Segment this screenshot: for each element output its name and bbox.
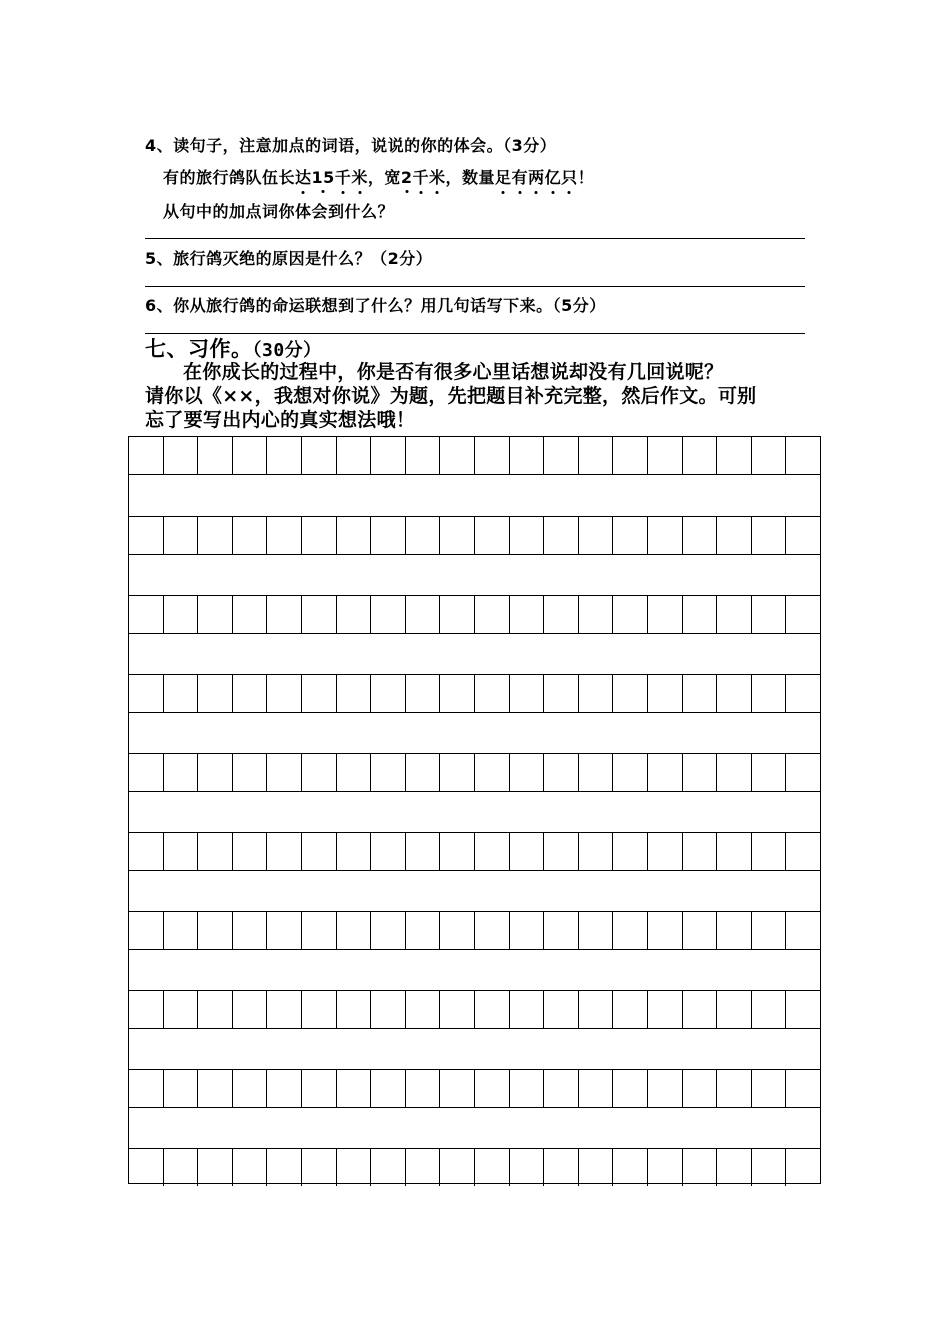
- grid-cell[interactable]: [510, 833, 545, 870]
- grid-cell[interactable]: [683, 596, 718, 633]
- grid-cell[interactable]: [510, 1149, 545, 1186]
- grid-cell[interactable]: [544, 437, 579, 474]
- grid-cell[interactable]: [475, 991, 510, 1028]
- grid-cell[interactable]: [129, 675, 164, 712]
- grid-cell[interactable]: [475, 754, 510, 791]
- grid-cell[interactable]: [752, 1149, 787, 1186]
- grid-cell[interactable]: [648, 833, 683, 870]
- grid-cell[interactable]: [233, 912, 268, 949]
- grid-cell[interactable]: [786, 675, 820, 712]
- grid-cell[interactable]: [233, 437, 268, 474]
- grid-cell[interactable]: [129, 1070, 164, 1107]
- grid-cell[interactable]: [267, 437, 302, 474]
- grid-cell[interactable]: [440, 833, 475, 870]
- grid-cell[interactable]: [371, 912, 406, 949]
- grid-cell[interactable]: [164, 596, 199, 633]
- answer-line-5[interactable]: [145, 286, 805, 287]
- grid-cell[interactable]: [510, 991, 545, 1028]
- grid-cell[interactable]: [579, 1149, 614, 1186]
- grid-row: [129, 753, 820, 792]
- grid-cell[interactable]: [371, 675, 406, 712]
- grid-cell[interactable]: [613, 1149, 648, 1186]
- grid-cell[interactable]: [717, 912, 752, 949]
- grid-cell[interactable]: [613, 675, 648, 712]
- grid-cell[interactable]: [406, 437, 441, 474]
- grid-cell[interactable]: [613, 517, 648, 554]
- grid-cell[interactable]: [337, 1149, 372, 1186]
- grid-cell[interactable]: [510, 912, 545, 949]
- question-6-prompt: 6、你从旅行鸽的命运联想到了什么？用几句话写下来。（5分）: [145, 296, 606, 315]
- grid-cell[interactable]: [371, 1070, 406, 1107]
- grid-cell[interactable]: [198, 1149, 233, 1186]
- grid-cell[interactable]: [164, 833, 199, 870]
- grid-row: [129, 1148, 820, 1186]
- grid-cell[interactable]: [302, 1149, 337, 1186]
- grid-cell[interactable]: [267, 1070, 302, 1107]
- essay-instructions-line-2: 请你以《××，我想对你说》为题，先把题目补充完整，然后作文。可别: [145, 385, 757, 407]
- grid-cell[interactable]: [579, 991, 614, 1028]
- grid-cell[interactable]: [371, 991, 406, 1028]
- grid-cell[interactable]: [337, 754, 372, 791]
- grid-cell[interactable]: [544, 991, 579, 1028]
- grid-cell[interactable]: [267, 833, 302, 870]
- grid-cell[interactable]: [233, 596, 268, 633]
- grid-cell[interactable]: [613, 912, 648, 949]
- grid-cell[interactable]: [267, 517, 302, 554]
- grid-cell[interactable]: [613, 596, 648, 633]
- grid-cell[interactable]: [302, 912, 337, 949]
- grid-cell[interactable]: [613, 833, 648, 870]
- grid-cell[interactable]: [164, 991, 199, 1028]
- question-4-prompt: 4、读句子，注意加点的词语，说说的你的体会。（3分）: [145, 136, 557, 155]
- grid-cell[interactable]: [302, 754, 337, 791]
- grid-cell[interactable]: [198, 596, 233, 633]
- grid-cell[interactable]: [164, 754, 199, 791]
- grid-cell[interactable]: [786, 991, 820, 1028]
- grid-cell[interactable]: [648, 675, 683, 712]
- grid-cell[interactable]: [337, 675, 372, 712]
- answer-line-4[interactable]: [145, 238, 805, 239]
- writing-grid[interactable]: [128, 436, 821, 1184]
- grid-cell[interactable]: [406, 675, 441, 712]
- grid-row: [129, 832, 820, 871]
- grid-cell[interactable]: [233, 754, 268, 791]
- grid-cell[interactable]: [717, 596, 752, 633]
- grid-cell[interactable]: [613, 991, 648, 1028]
- grid-cell[interactable]: [752, 675, 787, 712]
- grid-cell[interactable]: [371, 754, 406, 791]
- grid-cell[interactable]: [579, 833, 614, 870]
- grid-cell[interactable]: [613, 1070, 648, 1107]
- grid-cell[interactable]: [579, 596, 614, 633]
- grid-cell[interactable]: [613, 754, 648, 791]
- grid-cell[interactable]: [717, 1149, 752, 1186]
- grid-cell[interactable]: [786, 517, 820, 554]
- grid-cell[interactable]: [302, 596, 337, 633]
- grid-cell[interactable]: [129, 833, 164, 870]
- grid-cell[interactable]: [683, 1070, 718, 1107]
- grid-cell[interactable]: [267, 991, 302, 1028]
- grid-cell[interactable]: [717, 991, 752, 1028]
- grid-cell[interactable]: [302, 517, 337, 554]
- grid-cell[interactable]: [406, 596, 441, 633]
- grid-cell[interactable]: [683, 675, 718, 712]
- grid-cell[interactable]: [475, 912, 510, 949]
- grid-cell[interactable]: [233, 675, 268, 712]
- grid-cell[interactable]: [475, 675, 510, 712]
- grid-cell[interactable]: [752, 1070, 787, 1107]
- grid-cell[interactable]: [129, 1149, 164, 1186]
- grid-cell[interactable]: [752, 833, 787, 870]
- grid-cell[interactable]: [544, 1070, 579, 1107]
- grid-cell[interactable]: [440, 991, 475, 1028]
- grid-cell[interactable]: [337, 596, 372, 633]
- grid-cell[interactable]: [786, 754, 820, 791]
- grid-cell[interactable]: [510, 596, 545, 633]
- grid-cell[interactable]: [406, 1149, 441, 1186]
- grid-cell[interactable]: [337, 991, 372, 1028]
- grid-cell[interactable]: [648, 754, 683, 791]
- grid-cell[interactable]: [648, 437, 683, 474]
- grid-cell[interactable]: [337, 517, 372, 554]
- grid-row: [129, 437, 820, 475]
- grid-cell[interactable]: [752, 754, 787, 791]
- grid-cell[interactable]: [302, 833, 337, 870]
- grid-cell[interactable]: [129, 517, 164, 554]
- grid-cell[interactable]: [786, 437, 820, 474]
- grid-cell[interactable]: [267, 596, 302, 633]
- essay-instructions-line-1: 在你成长的过程中，你是否有很多心里话想说却没有几回说呢？: [183, 361, 724, 383]
- grid-cell[interactable]: [786, 596, 820, 633]
- grid-cell[interactable]: [198, 991, 233, 1028]
- grid-cell[interactable]: [544, 675, 579, 712]
- grid-cell[interactable]: [475, 1149, 510, 1186]
- grid-cell[interactable]: [683, 1149, 718, 1186]
- grid-row: [129, 911, 820, 950]
- grid-cell[interactable]: [475, 1070, 510, 1107]
- grid-row: [129, 595, 820, 634]
- grid-cell[interactable]: [164, 1070, 199, 1107]
- grid-cell[interactable]: [198, 1070, 233, 1107]
- grid-cell[interactable]: [440, 912, 475, 949]
- grid-cell[interactable]: [129, 912, 164, 949]
- grid-cell[interactable]: [440, 1070, 475, 1107]
- grid-cell[interactable]: [164, 1149, 199, 1186]
- grid-cell[interactable]: [544, 1149, 579, 1186]
- grid-cell[interactable]: [579, 912, 614, 949]
- grid-cell[interactable]: [198, 833, 233, 870]
- grid-cell[interactable]: [337, 912, 372, 949]
- grid-cell[interactable]: [337, 437, 372, 474]
- grid-cell[interactable]: [648, 596, 683, 633]
- grid-cell[interactable]: [544, 596, 579, 633]
- grid-cell[interactable]: [267, 1149, 302, 1186]
- grid-cell[interactable]: [510, 437, 545, 474]
- grid-cell[interactable]: [406, 912, 441, 949]
- grid-cell[interactable]: [717, 1070, 752, 1107]
- grid-cell[interactable]: [648, 991, 683, 1028]
- grid-cell[interactable]: [648, 517, 683, 554]
- grid-cell[interactable]: [302, 437, 337, 474]
- grid-cell[interactable]: [752, 517, 787, 554]
- grid-cell[interactable]: [233, 517, 268, 554]
- grid-cell[interactable]: [440, 517, 475, 554]
- grid-cell[interactable]: [233, 991, 268, 1028]
- grid-cell[interactable]: [267, 912, 302, 949]
- grid-cell[interactable]: [371, 833, 406, 870]
- grid-cell[interactable]: [752, 991, 787, 1028]
- grid-cell[interactable]: [752, 596, 787, 633]
- grid-cell[interactable]: [475, 833, 510, 870]
- grid-cell[interactable]: [164, 437, 199, 474]
- grid-cell[interactable]: [544, 912, 579, 949]
- grid-cell[interactable]: [233, 1149, 268, 1186]
- grid-cell[interactable]: [129, 437, 164, 474]
- grid-cell[interactable]: [786, 833, 820, 870]
- grid-cell[interactable]: [717, 833, 752, 870]
- grid-cell[interactable]: [164, 912, 199, 949]
- grid-cell[interactable]: [164, 675, 199, 712]
- grid-cell[interactable]: [579, 754, 614, 791]
- grid-cell[interactable]: [717, 675, 752, 712]
- grid-cell[interactable]: [752, 912, 787, 949]
- grid-cell[interactable]: [579, 675, 614, 712]
- grid-cell[interactable]: [648, 1149, 683, 1186]
- essay-instructions-line-3: 忘了要写出内心的真实想法哦！: [145, 409, 416, 431]
- grid-cell[interactable]: [337, 833, 372, 870]
- grid-cell[interactable]: [717, 437, 752, 474]
- grid-cell[interactable]: [406, 833, 441, 870]
- grid-row: [129, 990, 820, 1029]
- grid-cell[interactable]: [579, 1070, 614, 1107]
- grid-cell[interactable]: [302, 1070, 337, 1107]
- grid-cell[interactable]: [786, 1070, 820, 1107]
- grid-cell[interactable]: [129, 596, 164, 633]
- grid-cell[interactable]: [579, 517, 614, 554]
- grid-cell[interactable]: [440, 1149, 475, 1186]
- grid-cell[interactable]: [302, 991, 337, 1028]
- grid-cell[interactable]: [440, 754, 475, 791]
- grid-cell[interactable]: [440, 437, 475, 474]
- grid-cell[interactable]: [475, 437, 510, 474]
- grid-cell[interactable]: [683, 754, 718, 791]
- grid-cell[interactable]: [683, 991, 718, 1028]
- grid-cell[interactable]: [786, 1149, 820, 1186]
- grid-row: [129, 1069, 820, 1108]
- grid-cell[interactable]: [683, 437, 718, 474]
- grid-row: [129, 516, 820, 555]
- grid-cell[interactable]: [164, 517, 199, 554]
- question-5-prompt: 5、旅行鸽灭绝的原因是什么？（2分）: [145, 249, 433, 268]
- grid-cell[interactable]: [648, 912, 683, 949]
- grid-cell[interactable]: [371, 1149, 406, 1186]
- grid-cell[interactable]: [579, 437, 614, 474]
- grid-cell[interactable]: [544, 517, 579, 554]
- grid-cell[interactable]: [406, 754, 441, 791]
- grid-cell[interactable]: [683, 833, 718, 870]
- grid-cell[interactable]: [510, 517, 545, 554]
- grid-cell[interactable]: [371, 517, 406, 554]
- grid-cell[interactable]: [198, 517, 233, 554]
- grid-cell[interactable]: [440, 596, 475, 633]
- grid-cell[interactable]: [544, 754, 579, 791]
- grid-cell[interactable]: [510, 754, 545, 791]
- grid-cell[interactable]: [717, 754, 752, 791]
- grid-cell[interactable]: [683, 517, 718, 554]
- grid-cell[interactable]: [648, 1070, 683, 1107]
- grid-cell[interactable]: [752, 437, 787, 474]
- grid-cell[interactable]: [510, 1070, 545, 1107]
- grid-cell[interactable]: [198, 675, 233, 712]
- grid-cell[interactable]: [717, 517, 752, 554]
- grid-cell[interactable]: [198, 912, 233, 949]
- grid-cell[interactable]: [406, 991, 441, 1028]
- grid-cell[interactable]: [786, 912, 820, 949]
- grid-cell[interactable]: [371, 596, 406, 633]
- grid-cell[interactable]: [337, 1070, 372, 1107]
- grid-cell[interactable]: [475, 517, 510, 554]
- question-4-followup: 从句中的加点词你体会到什么？: [163, 202, 395, 221]
- grid-cell[interactable]: [371, 437, 406, 474]
- grid-cell[interactable]: [267, 754, 302, 791]
- grid-cell[interactable]: [233, 1070, 268, 1107]
- grid-cell[interactable]: [198, 754, 233, 791]
- grid-cell[interactable]: [198, 437, 233, 474]
- grid-cell[interactable]: [129, 991, 164, 1028]
- grid-cell[interactable]: [129, 754, 164, 791]
- grid-cell[interactable]: [475, 596, 510, 633]
- grid-row: [129, 674, 820, 713]
- grid-cell[interactable]: [544, 833, 579, 870]
- grid-cell[interactable]: [302, 675, 337, 712]
- grid-cell[interactable]: [406, 517, 441, 554]
- grid-cell[interactable]: [683, 912, 718, 949]
- grid-cell[interactable]: [406, 1070, 441, 1107]
- grid-cell[interactable]: [510, 675, 545, 712]
- question-4-sentence: 有的旅行鸽队伍长达15千米，宽2千米，数量足有两亿只！: [163, 165, 594, 188]
- grid-cell[interactable]: [440, 675, 475, 712]
- grid-cell[interactable]: [267, 675, 302, 712]
- grid-cell[interactable]: [233, 833, 268, 870]
- section-7-heading: 七、习作。（30分）: [145, 337, 322, 361]
- grid-cell[interactable]: [613, 437, 648, 474]
